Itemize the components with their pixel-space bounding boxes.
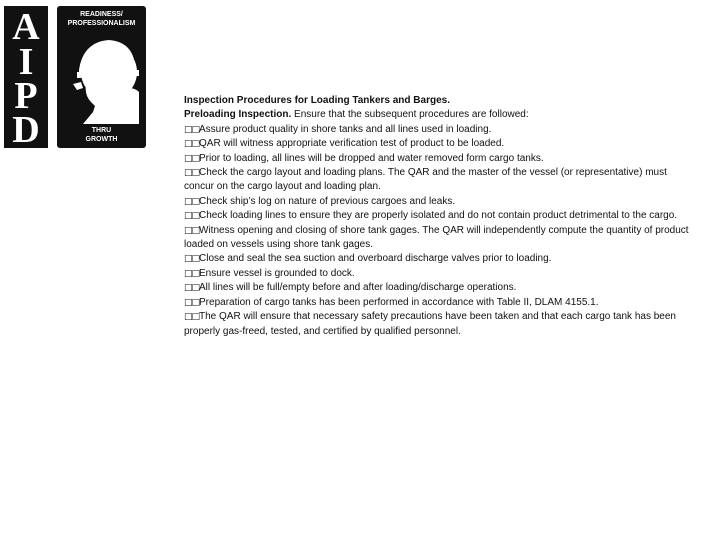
checkbox-glyph-icon: □□ [184, 153, 200, 164]
procedure-item-text: All lines will be full/empty before and after loading/discharge operations. [199, 282, 517, 294]
procedure-item [184, 195, 696, 209]
logo-letter: D [12, 109, 40, 151]
logo-tagline-bottom: THRU GROWTH [85, 127, 118, 143]
procedure-item-text: Assure product quality in shore tanks and all lines used in loading. [199, 123, 492, 135]
checkbox-glyph-icon: □□ [184, 211, 200, 222]
document-body [184, 94, 696, 339]
aipd-letters-logo [4, 6, 48, 151]
procedure-item-text: Check ship’s log on nature of previous cargoes and leaks. [199, 195, 456, 207]
soldier-silhouette-icon [65, 32, 139, 124]
procedure-item-text: Preparation of cargo tanks has been performed in accordance with Table II, DLAM 4155.1. [199, 296, 599, 308]
intro-label: Preloading Inspection. [184, 109, 292, 121]
procedure-item [184, 137, 696, 151]
procedure-list [184, 123, 696, 339]
intro-paragraph [184, 108, 696, 122]
procedure-item [184, 224, 696, 253]
procedure-item [184, 281, 696, 295]
procedure-item-text: Prior to loading, all lines will be dropped and water removed form cargo tanks. [199, 152, 544, 164]
procedure-item [184, 209, 696, 223]
checkbox-glyph-icon: □□ [184, 283, 200, 294]
procedure-item [184, 152, 696, 166]
logo-letter: P [14, 75, 38, 117]
logo-letter: A [12, 6, 40, 48]
document-title: Inspection Procedures for Loading Tankers and Barges. [184, 95, 450, 106]
checkbox-glyph-icon: □□ [184, 312, 200, 323]
procedure-item [184, 166, 696, 195]
logo-letter: I [18, 41, 34, 83]
intro-text: Ensure that the subsequent procedures are followed: [294, 109, 529, 121]
checkbox-glyph-icon: □□ [184, 139, 200, 150]
procedure-item-text: QAR will witness appropriate verification test of product to be loaded. [199, 138, 505, 150]
checkbox-glyph-icon: □□ [184, 196, 200, 207]
procedure-item [184, 296, 696, 310]
procedure-item-text: The QAR will ensure that necessary safety precautions have been taken and that each cargo tank has been properly gas-freed, tested, and certified by qualified personnel. [184, 311, 676, 337]
checkbox-glyph-icon: □□ [184, 124, 200, 135]
checkbox-glyph-icon: □□ [184, 254, 200, 265]
procedure-item [184, 310, 696, 339]
checkbox-glyph-icon: □□ [184, 225, 200, 236]
procedure-item [184, 267, 696, 281]
checkbox-glyph-icon: □□ [184, 168, 200, 179]
procedure-item [184, 123, 696, 137]
checkbox-glyph-icon: □□ [184, 297, 200, 308]
logo-tagline-top: READINESS/ PROFESSIONALISM [67, 11, 136, 27]
procedure-item-text: Check loading lines to ensure they are properly isolated and do not contain product detrimental to the cargo. [199, 210, 678, 222]
procedure-item-text: Witness opening and closing of shore tank gages. The QAR will independently compute the quantity of product loaded on vessels using shore tank gages. [184, 224, 689, 251]
procedure-item-text: Check the cargo layout and loading plans. The QAR and the master of the vessel (or representative) must concur on the cargo layout and loading plan. [184, 167, 667, 193]
checkbox-glyph-icon: □□ [184, 268, 200, 279]
procedure-item-text: Close and seal the sea suction and overboard discharge valves prior to loading. [199, 253, 552, 265]
procedure-item [184, 252, 696, 266]
readiness-professionalism-logo [57, 6, 146, 148]
procedure-item-text: Ensure vessel is grounded to dock. [199, 267, 355, 279]
